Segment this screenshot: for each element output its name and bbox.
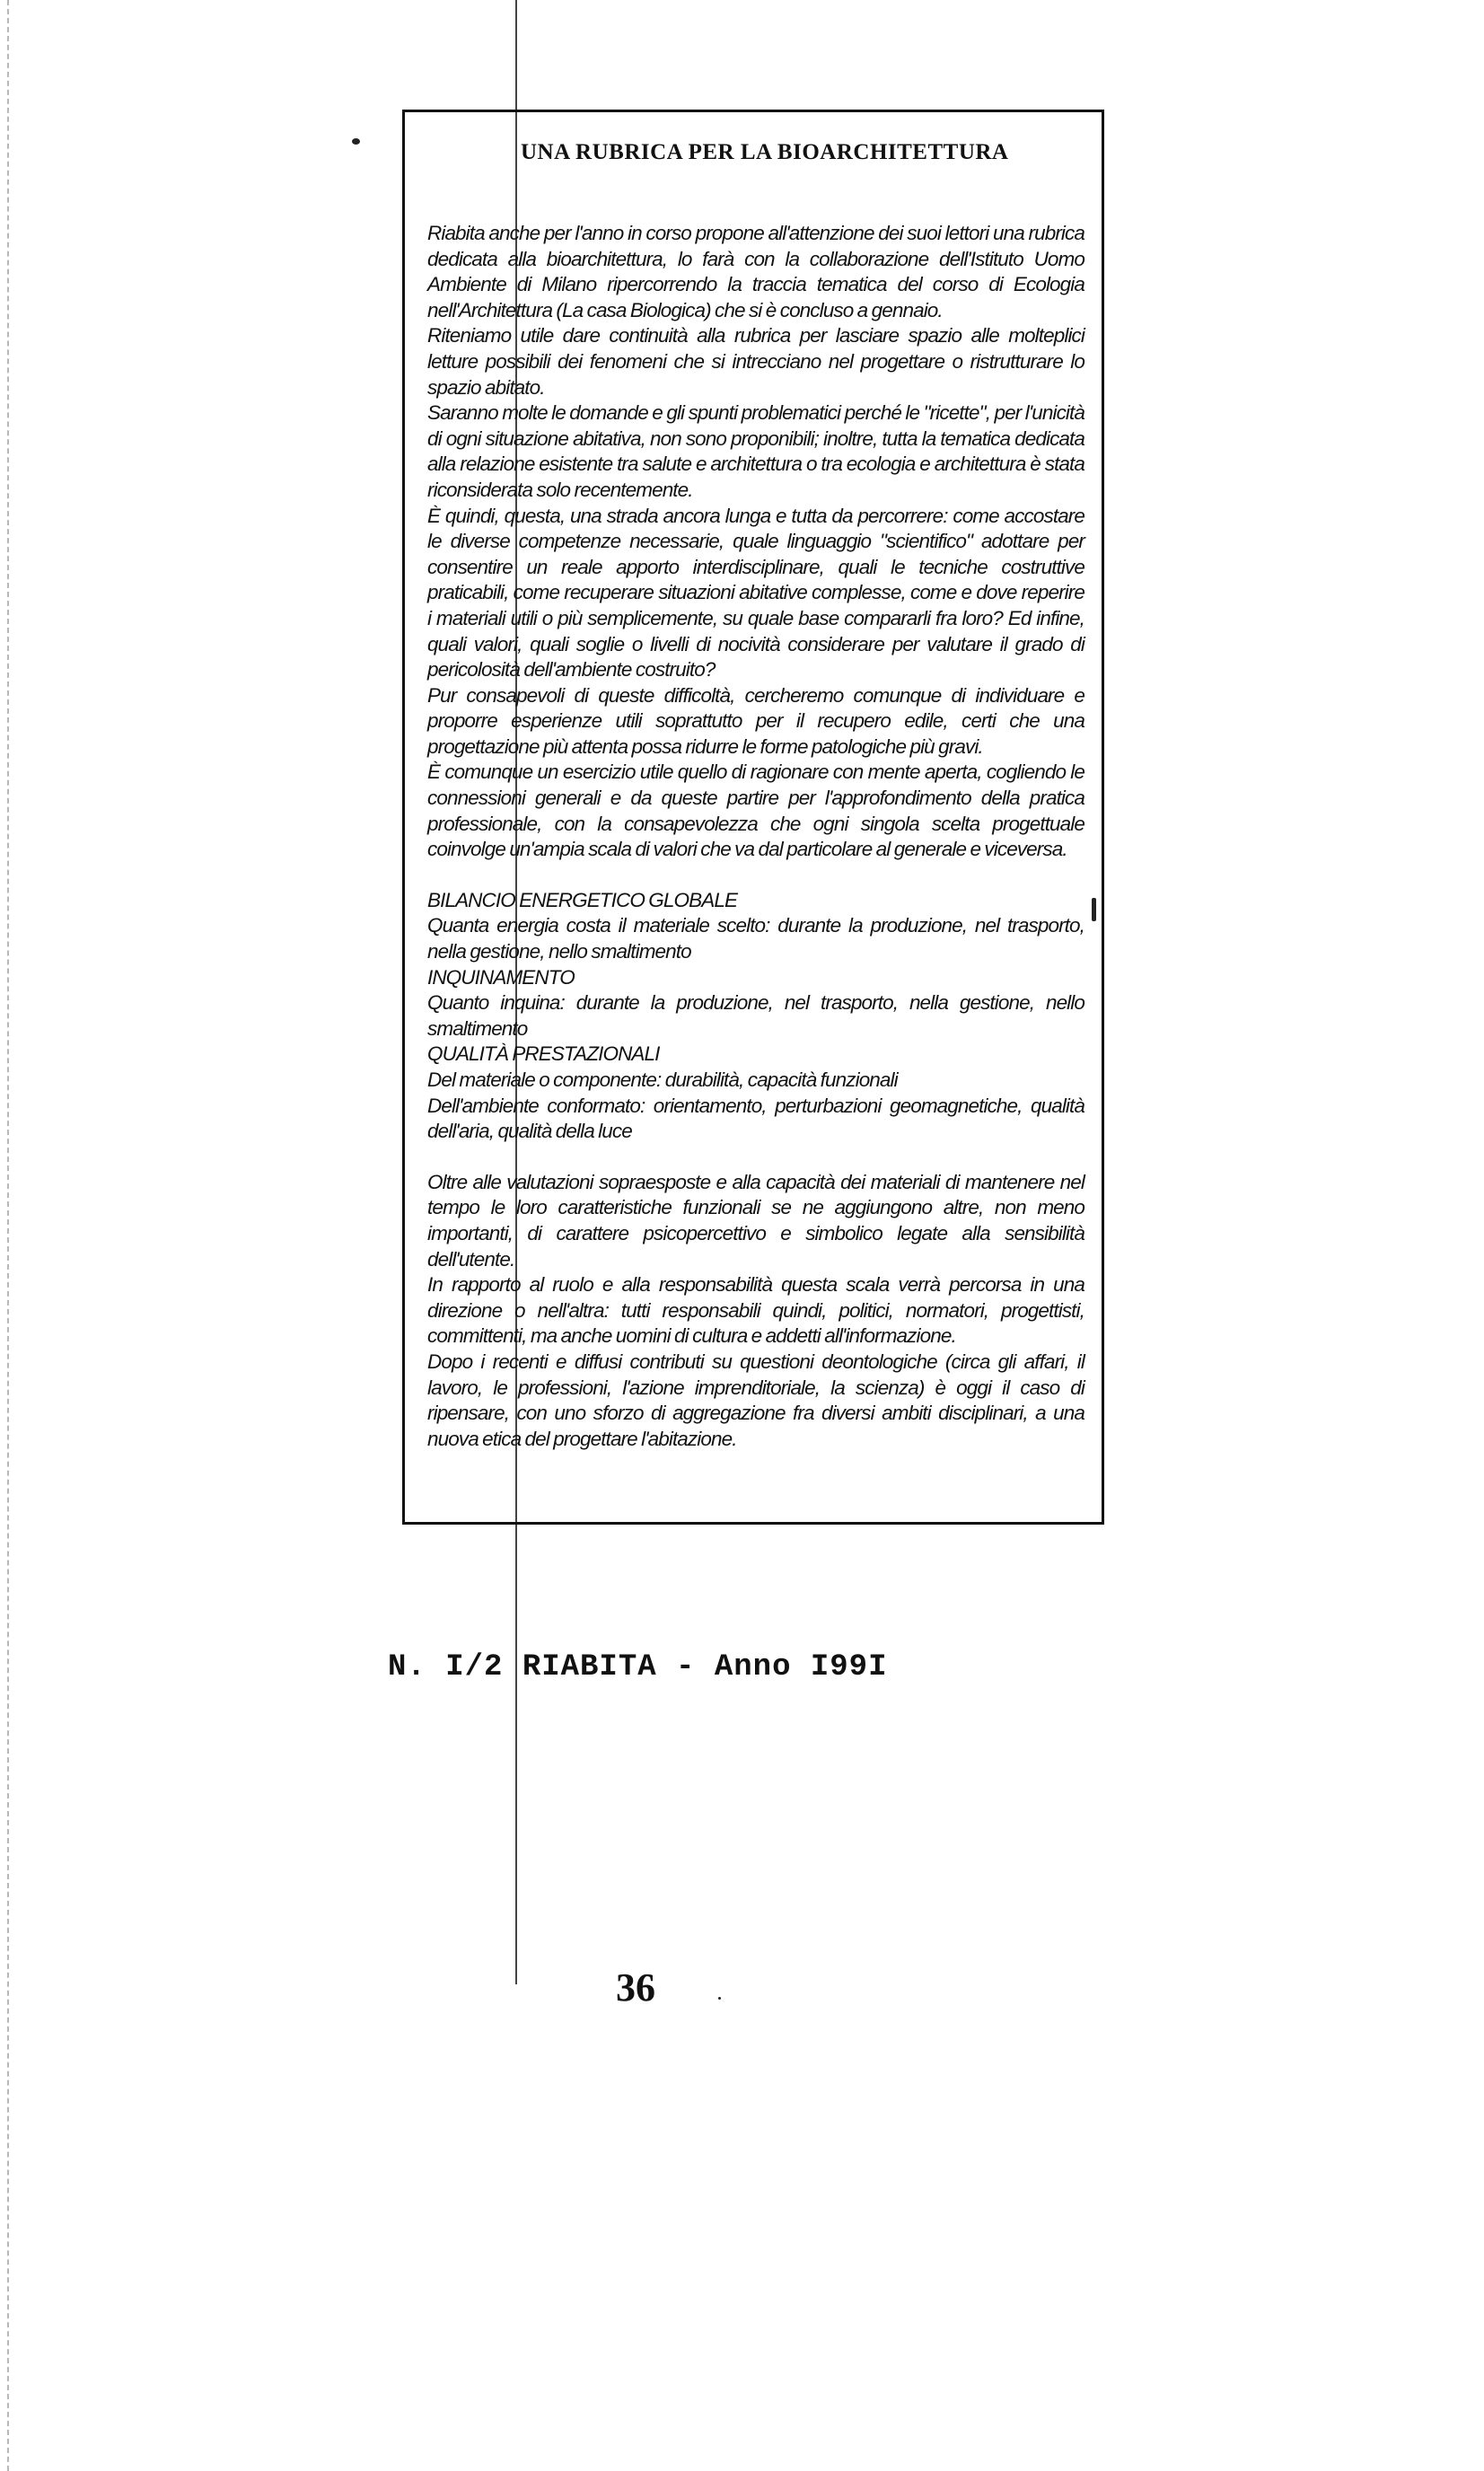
body-paragraph: Dopo i recenti e diffusi contributi su questioni deontologiche (circa gli affari, il lavoro, le professioni, l'azione imprenditoriale, la scienza) è oggi il caso di ripensare, con uno sforzo di aggregazione fra diversi ambiti disciplinari, a una nuova etica del progettare l'abitazione. [427, 1350, 1084, 1450]
spacer [427, 863, 1084, 888]
issue-footer: N. I/2 RIABITA - Anno I99I [388, 1650, 888, 1684]
page-number: 36 [616, 1965, 655, 2009]
criteria-heading: QUALITÀ PRESTAZIONALI [427, 1042, 660, 1066]
scan-speck [352, 138, 360, 145]
scan-edge-artifact [7, 0, 9, 2471]
body-paragraph: Pur consapevoli di queste difficoltà, cercheremo comunque di individuare e proporre esperienze utili soprattutto per il recupero edile, certi che una progettazione più attenta possa ridurre le forme patologiche più gravi. [427, 683, 1084, 758]
criteria-list [427, 888, 1084, 1145]
body-paragraph: In rapporto al ruolo e alla responsabilità questa scala verrà percorsa in una direzione o nell'altra: tutti responsabili quindi, politici, normatori, progettisti, committenti, ma anche uomini di cultura e addetti all'informazione. [427, 1273, 1084, 1348]
criteria-text: Del materiale o componente: durabilità, capacità funzionali [427, 1068, 898, 1091]
criteria-heading: INQUINAMENTO [427, 965, 575, 989]
body-paragraph: Saranno molte le domande e gli spunti problematici perché le "ricette", per l'unicità di ogni situazione abitativa, non sono proponibili; inoltre, tutta la tematica dedicata alla relazione esistente tra salute e architettura o tra ecologia e architettura è stata riconsiderata solo recentemente. [427, 401, 1084, 501]
body-paragraph: È quindi, questa, una strada ancora lunga e tutta da percorrere: come accostare le diverse competenze necessarie, quale linguaggio "scientifico" adottare per consentire un reale apporto interdisciplinare, quali le tecniche costruttive praticabili, come recuperare situazioni abitative complesse, come e dove reperire i materiali utili o più semplicemente, su quale base compararli fra loro? Ed infine, quali valori, quali soglie o livelli di nocività considerare per valutare il grado di pericolosità dell'ambiente costruito? [427, 504, 1084, 682]
criteria-text: Quanta energia costa il materiale scelto: durante la produzione, nel trasporto, nella gestione, nello smaltimento [427, 914, 1084, 963]
criteria-heading: BILANCIO ENERGETICO GLOBALE [427, 888, 738, 911]
criteria-text: Dell'ambiente conformato: orientamento, perturbazioni geomagnetiche, qualità dell'aria, qualità della luce [427, 1094, 1084, 1143]
body-paragraph: Oltre alle valutazioni sopraesposte e alla capacità dei materiali di mantenere nel tempo le loro caratteristiche funzionali se ne aggiungono altre, non meno importanti, di carattere psicopercettivo e simbolico legate alla sensibilità dell'utente. [427, 1170, 1084, 1271]
criteria-text: Quanto inquina: durante la produzione, nel trasporto, nella gestione, nello smaltimento [427, 991, 1084, 1040]
body-paragraph: Riabita anche per l'anno in corso propone all'attenzione dei suoi lettori una rubrica dedicata alla bioarchitettura, lo farà con la collaborazione dell'Istituto Uomo Ambiente di Milano ripercorrendo la traccia tematica del corso di Ecologia nell'Architettura (La casa Biologica) che si è concluso a gennaio. [427, 222, 1084, 321]
body-paragraph: Riteniamo utile dare continuità alla rubrica per lasciare spazio alle molteplici letture possibili dei fenomeni che si intrecciano nel progettare o ristrutturare lo spazio abitato. [427, 324, 1084, 399]
body-paragraph: È comunque un esercizio utile quello di ragionare con mente aperta, cogliendo le connessioni generali e da queste partire per l'approfondimento della pratica professionale, con la consapevolezza che ogni singola scelta progettuale coinvolge un'ampia scala di valori che va dal particolare al generale e viceversa. [427, 761, 1084, 861]
spacer [427, 1145, 1084, 1170]
scan-speck [718, 1997, 721, 2000]
article-body [427, 221, 1084, 1452]
article-title: UNA RUBRICA PER LA BIOARCHITETTURA [521, 140, 1009, 164]
